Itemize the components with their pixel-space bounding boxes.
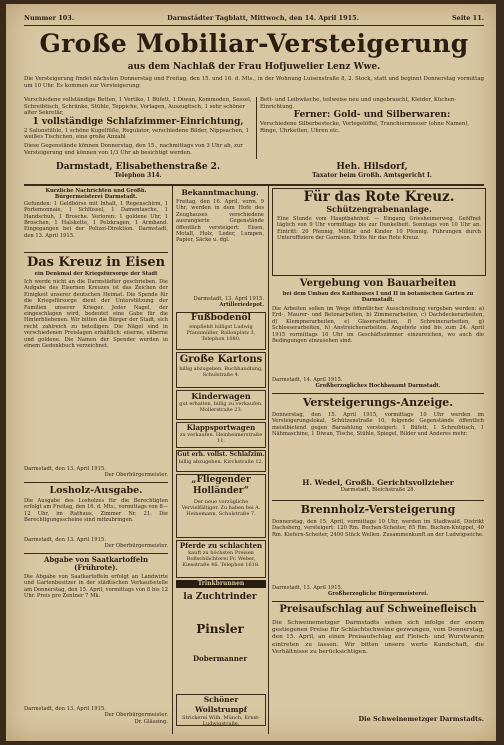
kreuz-subheading: ein Denkmal der Kriegsfürsorge der Stadt xyxy=(34,271,158,277)
kartoffel-heading: Abgabe von Saatkartoffeln (Frührote). xyxy=(43,556,149,572)
page-header xyxy=(24,14,484,24)
newspaper-page xyxy=(6,4,496,741)
versteigerung-anzeige-text: Donnerstag, den 15. April 1915, vormittags 10 Uhr werden im Versteigerungslokal, Schützenstraße 10, folgende Gegenstände öffentlich meistbietend gegen Barzahlung versteigert: 1 Büfett, 1 Schreibtisch, 1 Nähmaschine, 1 Diwan, Tische, Stühle, Spiegel, Bilder und Anderes mehr. xyxy=(272,412,484,438)
kartons-heading: Große Kartons xyxy=(179,354,263,365)
lost-found-heading: Kurzliche Nachrichten und Großh. Bürgermeisterei Darmstadt. xyxy=(45,188,147,201)
taxator-title: Taxator beim Großh. Amtsgericht I. xyxy=(312,172,432,179)
kreuz-signature xyxy=(24,466,168,480)
auction-title: Große Mobiliar-Versteigerung xyxy=(39,29,469,58)
silver-list: Verschiedene Silberbestecke, Vorlegelöffel, Tranchiermesser (ohne Namen), Ringe, Uhrketten, Uhren etc. xyxy=(260,121,470,134)
auction-left-list xyxy=(24,97,252,156)
wollstrumpf-text: Strickerei Wilh. Münch, Ernst-Ludwigstraße. xyxy=(182,715,260,727)
fussbodenoel-text: empfiehlt billigst Ludwig Pfannmüller, Ballonplatz 3, Telephon 1080. xyxy=(186,324,256,342)
fussbodenoel-ad xyxy=(176,312,266,350)
furniture-list-2: 2 Salonstühle, 1 schöne Kugelfüße, Regulator, verschiedene Bilder, Nippsachen, 1 weißes Tischchen, eine große Anzahl xyxy=(24,127,249,141)
hollaender-ad xyxy=(176,474,266,538)
preisaufschlag-signature: Die Schweinemetzger Darmstadts. xyxy=(358,716,484,723)
preisaufschlag-text: Die Schweinemetzger Darmstadts sehen sich infolge der enorm gestiegenen Preise für Schlachtschweine gezwungen, vom Donnerstag, den 15. April, an einen Preisaufschlag auf Fleisch- und Wurstwaren eintreten zu lassen. Wir bitten unsere werte Kundschaft, die Verhältnisse zu berücksichtigen. xyxy=(272,620,484,655)
rotes-kreuz-ad xyxy=(272,188,486,276)
header-rule xyxy=(24,25,484,26)
rule-c1-2 xyxy=(24,482,168,483)
pferde-ad xyxy=(176,540,266,578)
wollstrumpf-heading: Schöner Wollstrumpf xyxy=(194,695,247,714)
brennholz-signer: Großherzogliche Bürgermeisterei. xyxy=(327,591,429,598)
kinderwagen-heading: Kinderwagen xyxy=(191,391,251,401)
hollaender-heading: „Fliegender Holländer“ xyxy=(191,475,251,496)
kreuz-heading: Das Kreuz in Eisen xyxy=(26,255,166,270)
gold-silver-heading: Ferner: Gold- und Silberwaren: xyxy=(293,110,451,121)
schlafzimmer-heading: Gut erh. vollst. Schlafzim. xyxy=(177,451,265,458)
losholz-signature xyxy=(24,537,168,551)
auction-bottom-rule xyxy=(24,184,484,186)
fussbodenoel-heading: Fußbodenöl xyxy=(191,313,251,323)
kartoffel-signer: Der Oberbürgermeister. xyxy=(104,712,168,719)
lost-found-notice xyxy=(24,188,168,250)
pferde-text: kauft zu höchsten Preisen Roßschlächterei Fr. Weber, Kiesstraße 46. Telephon 1618. xyxy=(182,550,260,568)
rule-c1-3 xyxy=(24,553,168,554)
wollstrumpf-ad xyxy=(176,694,266,726)
rotes-kreuz-text: Eine Stunde vom Hauptbahnhof. — Eingang Griesheimerweg. Geöffnet täglich von 9 Uhr vormittags bis zur Dunkelheit. Sonntags von 10 Uhr an. Eintritt: 20 Pfennig, Militär und Kinder 10 Pfennig. Führungen durch Unteroffiziere der Garnison. Erlös für das Rote Kreuz. xyxy=(277,216,481,242)
column-divider-1 xyxy=(172,186,173,734)
trinkbrunnen-band: Trinkbrunnen xyxy=(176,580,266,588)
auction-intro: Die Versteigerung findet nächsten Donnerstag und Freitag, den 15. und 16. d. Mts., in der Wohnung Luisenstraße 8, 2. Stock, statt und beginnt Donnerstag vormittag um 10 Uhr. Es kommen zur Versteigerung: xyxy=(24,76,484,89)
losholz-signer: Der Oberbürgermeister. xyxy=(104,543,168,550)
rule-c3-1 xyxy=(272,393,484,394)
rule-c1-1 xyxy=(24,252,168,253)
pferde-heading: Pferde zu schlachten xyxy=(179,541,263,550)
klappsportwagen-ad xyxy=(176,422,266,448)
brennholz-heading: Brennholz-Versteigerung xyxy=(300,503,456,516)
klappsportwagen-text: zu verkaufen. Heinheimerstraße 11. xyxy=(179,432,263,444)
klappsportwagen-heading: Klappsportwagen xyxy=(186,423,256,432)
bauarbeiten-subheading: bei dem Umbau des Kaithauses I und II in botanischen Garten zu Darmstadt. xyxy=(282,291,474,304)
taxator-name: Heh. Hilsdorf, xyxy=(336,162,408,172)
bauarbeiten-signature xyxy=(272,377,484,391)
losholz-date: Darmstadt, den 13. April 1915. xyxy=(24,537,106,543)
kartoffel-signer-name: Dr. Glässing. xyxy=(134,718,168,725)
brennholz-text: Donnerstag, den 15. April, vormittags 10 Uhr, werden im Stadtwald, Distrikt Dachsberg, versteigert: 120 Rm. Buchen-Scheiter, 85 Rm. Buchen-Knüppel, 40 Rm. Kiefern-Scheiter, 2400 Stück Wellen. Zusammenkunft an der Ludwigseiche. xyxy=(272,519,484,538)
phone-line: Telephon 314. xyxy=(114,172,162,179)
auction-address xyxy=(24,162,252,180)
issue-number: Nummer 103. xyxy=(24,14,75,22)
bekanntmachung-signer: Artilleriedepot. xyxy=(219,302,264,309)
hollaender-text: Der neue vorzügliche Vervielfältiger. Zu haben bei A. Heinemann, Schulstraße 7. xyxy=(181,499,261,518)
furniture-list: Verschiedene vollständige Betten, 1 Vertiko, 1 Büfett, 1 Diwan, Kommoden, Sessel, Schreibtisch, Schränke, Stühle, Teppiche, Vorlagen, Auszugtisch, 1 sehr schöner alter Sekretär, xyxy=(24,97,252,117)
kreuz-date: Darmstadt, den 13. April 1915. xyxy=(24,466,106,472)
linen-list: Bett- und Leibwäsche, teilweise neu und ungebraucht, Kleider, Küchen-Einrichtung. xyxy=(260,97,457,110)
lost-found-text: Gefunden: 1 Geldbörse mit Inhalt, 1 Regenschirm, 1 Portemonnaie, 1 Schlüssel, 1 Damentasche, 1 Handschuh, 1 Brosche. Verloren: 1 goldene Uhr, 1 Broschen, 1 Halskette, 1 Pelzkragen, 1 Armband. Eingegangen bei der Polizei-Direktion. Darmstadt, den 13. April 1915. xyxy=(24,200,168,239)
bauarbeiten-signer: Großherzogliches Hochbauamt Darmstadt. xyxy=(315,383,441,390)
bauarbeiten-text: Die Arbeiten sollen im Wege öffentlicher Ausschreibung vergeben werden: a) Erd-, Maurer- und Betonarbeiten, b) Zimmerarbeiten, c) Dachdeckerarbeiten, d) Klempnerarbeiten, e) Glaserarbeiten, f) Schreinerarbeiten, g) Schlosserarbeiten, h) Anstreicherarbeiten. Angebote sind bis zum 24. April 1915 vormittags 10 Uhr im Geschäftszimmer einzureichen, wo auch die Bedingungen einzusehen sind. xyxy=(272,306,484,345)
kreuz-text: Ich werde nicht an die Darmstädter geschrieben. Die Aufgabe des Eisernen Kreuzes ist das Zeichen der Einigkeit unserer deutschen Heimat. Die Spende für die Kriegsfürsorge dient der Unterstützung der Familien unserer Krieger. Jeder Nagel, der eingeschlagen wird, bedeutet eine Gabe für die Hinterbliebenen. Wir bitten die Bürger der Stadt, sich recht zahlreich zu beteiligen. Die Nägel sind in verschiedenen Preislagen erhältlich: eiserne, silberne und goldene. Die Namen der Spender werden in einem Gedenkbuch verzeichnet. xyxy=(24,279,168,350)
kartoffel-date: Darmstadt, den 13. April 1915. xyxy=(24,706,106,712)
auction-divider xyxy=(256,97,257,159)
bauarbeiten-date: Darmstadt, 14. April 1915. xyxy=(272,377,343,383)
bekanntmachung-heading: Bekanntmachung. xyxy=(181,188,259,197)
kinderwagen-ad xyxy=(176,390,266,420)
bedroom-set: 1 vollständige Schlafzimmer-Einrichtung, xyxy=(32,116,244,127)
kartoffel-text: Die Abgabe von Saatkartoffeln erfolgt an Landwirte und Gartenbesitzer in der städtischen Verkaufsstelle am Donnerstag, den 15. April, vormittags von 8 bis 12 Uhr. Preis pro Zentner 7 Mk. xyxy=(24,574,168,600)
rotes-kreuz-heading: Für das Rote Kreuz. xyxy=(303,189,455,205)
gerichtsvollzieher-name: H. Wedel, Großh. Gerichtsvollzieher xyxy=(302,478,454,487)
dobermann-heading: Dobermanner xyxy=(192,654,248,663)
bekanntmachung-text: Freitag, den 16. April, vorm. 9 Uhr, werden in dem Hofe des Zeughauses verschiedene ausrangierte Gegenstände öffentlich versteigert: Eisen, Metall, Holz, Leder, Lumpen, Papier, Säcke u. dgl. xyxy=(176,199,264,244)
losholz-text: Die Ausgabe des Losholzes für die Berechtigten erfolgt am Freitag, den 16. d. Mts., vormittags von 8—12 Uhr, im Rathaus, Zimmer Nr. 21. Die Berechtigungsscheine sind mitzubringen. xyxy=(24,498,168,524)
gerichtsvollzieher-address: Darmstadt, Bleichstraße 28. xyxy=(340,487,416,493)
viewing-note: Diese Gegenstände können Donnerstag, den 15., nachmittags von 3 Uhr ab, zur Versteigerung und können von 1/3 Uhr ab besichtigt werden. xyxy=(24,142,243,156)
auction-right-list xyxy=(260,97,484,134)
schlafzimmer-text: billig abzugeben. Kirchstraße 12. xyxy=(178,459,264,465)
kartons-ad xyxy=(176,352,266,388)
pinsler-heading: Pinsler xyxy=(196,622,244,636)
paper-dateline: Darmstädter Tagblatt, Mittwoch, den 14. April 1915. xyxy=(167,14,359,22)
column-divider-2 xyxy=(268,186,269,734)
versteigerung-anzeige-heading: Versteigerungs-Anzeige. xyxy=(302,396,454,409)
rule-c3-2 xyxy=(272,500,484,501)
auction-subtitle: aus dem Nachlaß der Frau Hofjuwelier Lenz Wwe. xyxy=(127,62,381,72)
page-number: Seite 11. xyxy=(451,14,484,22)
kartons-text: billig abzugeben. Buchhandlung, Schulstraße 4. xyxy=(179,366,263,378)
address-line: Darmstadt, Elisabethenstraße 2. xyxy=(55,162,221,172)
rotes-kreuz-subheading: Schützengrabenanlage. xyxy=(326,204,432,214)
schlafzimmer-ad xyxy=(176,450,266,472)
kinderwagen-text: gut erhalten, billig zu verkaufen. Mollerstraße 23. xyxy=(179,401,263,413)
brennholz-date: Darmstadt, 13. April 1915. xyxy=(272,585,343,591)
rule-c3-3 xyxy=(272,601,484,602)
brennholz-signature xyxy=(272,585,484,599)
losholz-heading: Losholz-Ausgabe. xyxy=(49,485,143,496)
auction-signature xyxy=(260,162,484,180)
bauarbeiten-heading: Vergebung von Bauarbeiten xyxy=(299,278,457,289)
kartoffel-signature xyxy=(24,706,168,728)
versteigerung-anzeige-signature xyxy=(272,478,484,498)
bekanntmachung-signature xyxy=(176,296,264,310)
zuchtrinder-heading: la Zuchtrinder xyxy=(183,592,257,602)
bekanntmachung-date: Darmstadt, 13. April 1915. xyxy=(193,296,264,302)
preisaufschlag-heading: Preisaufschlag auf Schweinefleisch xyxy=(279,604,477,615)
kreuz-signer: Der Oberbürgermeister. xyxy=(104,472,168,479)
